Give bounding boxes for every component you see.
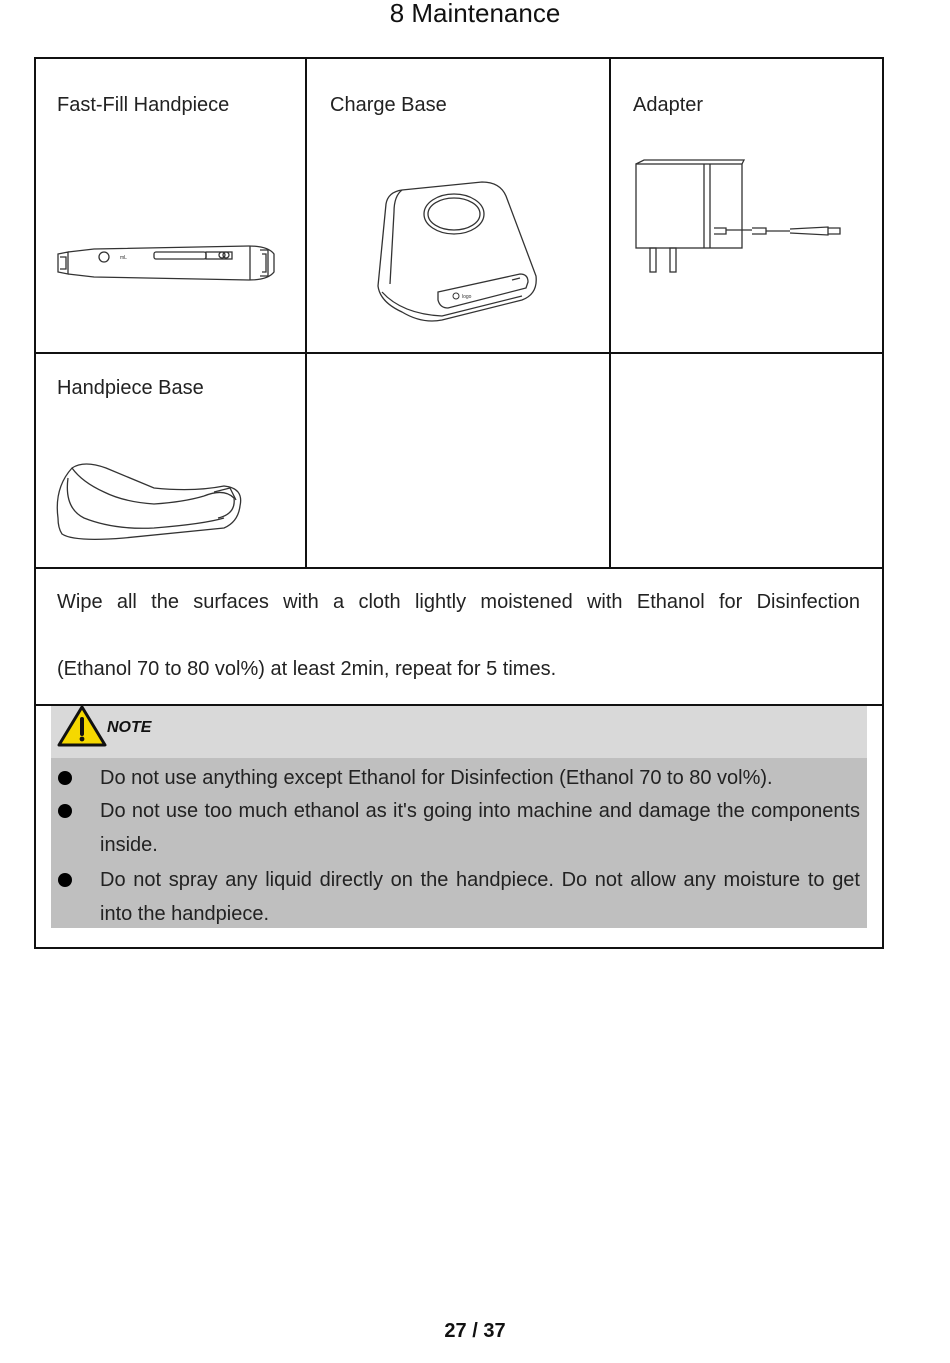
bullet-icon <box>58 771 72 785</box>
page-title: 8 Maintenance <box>389 0 561 28</box>
pen-handpiece-icon <box>54 240 280 286</box>
svg-text:mL: mL <box>120 255 127 261</box>
bullet-icon <box>58 873 72 887</box>
note-label: NOTE <box>107 719 152 736</box>
table-col-divider <box>305 57 307 568</box>
page-number: 27 / 37 <box>444 1320 506 1342</box>
cell-label-handpiece-base: Handpiece Base <box>57 377 204 399</box>
note-item: Do not use too much ethanol as it's going into machine and damage the components inside. <box>100 800 860 856</box>
note-item: Do not use anything except Ethanol for Disinfection (Ethanol 70 to 80 vol%). <box>100 767 773 789</box>
table-col-divider <box>609 57 611 568</box>
bullet-icon <box>58 804 72 818</box>
charge-base-icon <box>372 176 542 326</box>
cell-label-adapter: Adapter <box>633 94 704 116</box>
cell-label-charge-base: Charge Base <box>330 94 447 116</box>
handpiece-base-icon <box>54 458 244 544</box>
table-row-divider <box>34 352 884 354</box>
table-row-divider <box>34 567 884 569</box>
note-item: Do not spray any liquid directly on the handpiece. Do not allow any moisture to get into the handpiece. <box>100 869 860 925</box>
power-adapter-icon <box>630 158 846 278</box>
instruction-text-line2: (Ethanol 70 to 80 vol%) at least 2min, repeat for 5 times. <box>57 658 557 680</box>
note-header <box>51 706 867 758</box>
instruction-text-line1: Wipe all the surfaces with a cloth lightly moistened with Ethanol for Disinfection <box>57 591 860 613</box>
svg-text:logo: logo <box>462 294 472 300</box>
cell-label-fast-fill-handpiece: Fast-Fill Handpiece <box>57 94 230 116</box>
warning-triangle-icon <box>56 704 108 748</box>
